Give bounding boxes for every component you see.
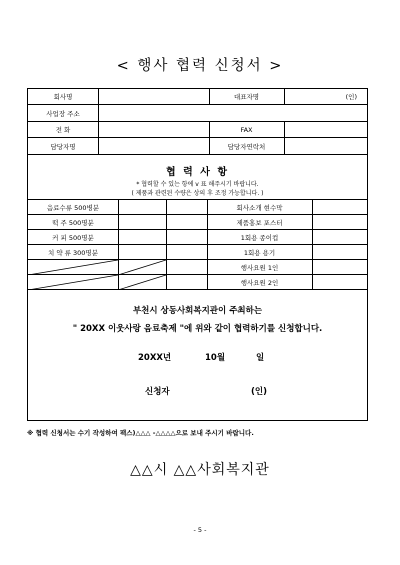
- date-year: 20XX년: [138, 353, 172, 363]
- organization-name: △△시 △△사회복지관: [130, 462, 270, 478]
- application-form: [27, 88, 368, 421]
- manager-name-label: 담당자명: [50, 142, 76, 151]
- coop-note-2: ( 제품과 관련된 수량은 상의 후 조정 가능합니다. ): [131, 190, 264, 197]
- manager-contact-label: 담당자연락처: [227, 142, 266, 151]
- item-right-label: 1회용 용기: [243, 248, 276, 257]
- fax-label: FAX: [240, 125, 253, 134]
- address-field[interactable]: [98, 105, 367, 121]
- empty-cell-slash: [118, 260, 166, 275]
- address-label: 사업장 주소: [46, 109, 80, 118]
- address-row: [28, 105, 367, 122]
- item-left-check[interactable]: [118, 215, 166, 229]
- phone-field[interactable]: [98, 122, 209, 137]
- item-left-label: 커 피 500명분: [52, 233, 94, 242]
- item-right-check[interactable]: [166, 200, 207, 214]
- coop-header: [28, 155, 367, 200]
- item-right-check[interactable]: [166, 275, 207, 289]
- company-name-label: 회사명: [53, 93, 73, 101]
- form-title: < 행사 협력 신청서 >: [116, 58, 284, 74]
- item-right-label: 제품홍보 포스터: [236, 218, 283, 227]
- item-right-label: 1회용 종이컵: [240, 233, 279, 242]
- item-right-label: 행사요원 2인: [240, 278, 279, 287]
- manager-contact-field[interactable]: [284, 138, 367, 154]
- item-row: [28, 200, 367, 215]
- item-left-check[interactable]: [118, 230, 166, 244]
- empty-cell-slash: [28, 275, 118, 290]
- item-right-check[interactable]: [166, 230, 207, 244]
- date-month: 10월: [205, 353, 226, 363]
- item-row: [28, 215, 367, 230]
- manager-name-field[interactable]: [98, 138, 209, 154]
- item-row: [28, 230, 367, 245]
- empty-cell-slash: [118, 275, 166, 290]
- company-name-field[interactable]: [98, 89, 209, 104]
- item-row: [28, 260, 367, 275]
- item-right-check[interactable]: [166, 260, 207, 274]
- coop-note-1: * 협력할 수 있는 항에 v 표 해주시기 바랍니다.: [136, 181, 259, 188]
- item-left-label: 치 약 류 300명분: [47, 248, 98, 257]
- empty-cell-slash: [28, 260, 118, 275]
- submission-footnote: ※ 협력 신청서는 수기 작성하여 팩스)△△△ -△△△△으로 보내 주시기 바랍니다.: [27, 429, 254, 437]
- date-day: 일: [256, 353, 265, 363]
- applicant-label: 신청자: [145, 387, 170, 397]
- item-left-label: 떡 주 500명분: [52, 218, 94, 227]
- manager-row: [28, 138, 367, 155]
- statement-line-2: " 20XX 이웃사랑 음료축제 "에 위와 같이 협력하기를 신청합니다.: [72, 324, 323, 334]
- ceo-name-label: 대표자명: [233, 93, 260, 101]
- item-left-check[interactable]: [118, 245, 166, 259]
- applicant-seal: (인): [251, 387, 267, 397]
- item-right-label: 행사요원 1인: [240, 263, 279, 272]
- statement-line-1: 부천시 상동사회복지관이 주최하는: [132, 306, 263, 316]
- item-left-check[interactable]: [118, 200, 166, 214]
- item-right-check[interactable]: [166, 245, 207, 259]
- ceo-seal-field[interactable]: (인): [345, 93, 357, 101]
- fax-field[interactable]: [284, 122, 367, 137]
- item-left-label: 음료수류 500병분: [46, 203, 100, 212]
- item-row: [28, 245, 367, 260]
- item-row: [28, 275, 367, 290]
- phone-label: 전 화: [55, 126, 71, 134]
- item-right-check[interactable]: [166, 215, 207, 229]
- page-number: - 5 -: [193, 526, 207, 534]
- item-right-label: 회사소개 현수막: [236, 203, 283, 212]
- company-row: [28, 89, 367, 105]
- phone-row: [28, 122, 367, 138]
- coop-title: 협 력 사 항: [165, 167, 230, 178]
